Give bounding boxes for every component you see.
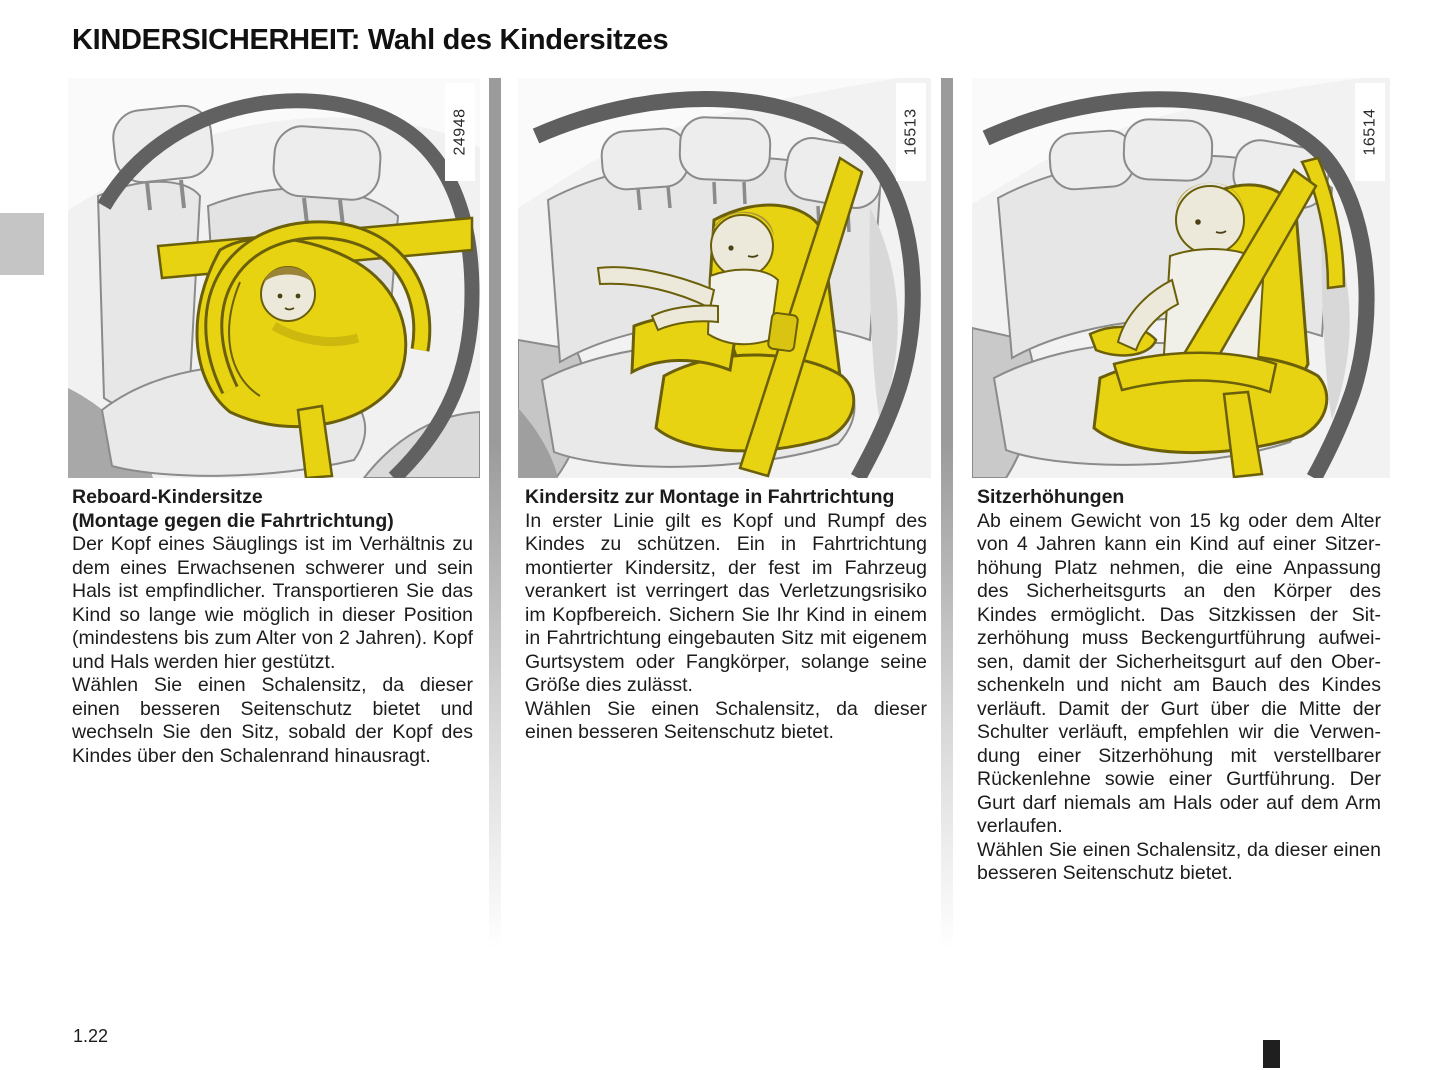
column-sitzerhoehungen <box>977 486 1381 886</box>
paragraph: Wählen Sie einen Schalensitz, da dieser einen besseren Seitenschutz bietet und wechseln Sie den Sitz, sobald der Kopf des Kindes über den Schalenrand hinausragt. <box>72 674 473 767</box>
figure-number: 16514 <box>1361 108 1378 156</box>
column-heading-line: (Montage gegen die Fahrtrichtung) <box>72 509 394 532</box>
paragraph: Wählen Sie einen Schalensitz, da dieser einen besseren Seitenschutz bietet. <box>525 697 927 743</box>
column-heading-line: Reboard-Kindersitze <box>72 486 263 508</box>
figure-number-label <box>1355 83 1385 181</box>
figure-number-label <box>445 83 475 181</box>
figure-number: 16513 <box>902 108 919 156</box>
paragraph: In erster Linie gilt es Kopf und Rumpf des Kindes zu schützen. Ein in Fahrtrichtung montierter Kindersitz, der fest im Fahrzeug verankert ist verringert das Verletzungsrisiko im Kopfbereich. Sichern Sie Ihr Kind in einem in Fahrtrichtung eingebauten Sitz mit eigenem Gurtsystem oder Fangkörper, solange seine Größe dies zulässt. <box>525 509 927 696</box>
column-heading-line: Sitzerhöhungen <box>977 486 1125 508</box>
column-heading-line: Kindersitz zur Montage in Fahrtrichtung <box>525 486 895 508</box>
illustration-booster-seat <box>972 78 1390 478</box>
paragraph: Der Kopf eines Säuglings ist im Verhältnis zu dem eines Erwachsenen schwerer und sein Hals ist empfindlicher. Transportieren Sie das Kind so lange wie möglich in dieser Position (mindestens bis zum Alter von 2 Jahren). Kopf und Hals werden hier gestützt. <box>72 533 473 673</box>
illustration-forward-facing-seat <box>518 78 931 478</box>
figure-rear-facing-child-seat <box>68 78 480 478</box>
figure-number: 24948 <box>451 108 468 156</box>
paragraph: Ab einem Gewicht von 15 kg oder dem Alter von 4 Jahren kann ein Kind auf einer Sitzerhöhung Platz nehmen, die eine Anpassung des Sicherheitsgurts an den Körper des Kindes ermöglicht. Das Sitzkissen der Sitzerhöhung muss Beckengurtführung aufweisen, damit der Sicherheitsgurt auf den Oberschenkeln und nicht am Bauch des Kindes verläuft. Damit der Gurt über die Mitte der Schulter verläuft, empfehlen wir die Verwendung einer Sitzerhöhung mit verstellbarer Rückenlehne sowie einer Gurtführung. Der Gurt darf niemals am Hals oder auf dem Arm verlaufen. <box>977 509 1381 837</box>
column-separator <box>489 78 501 950</box>
illustration-rear-facing-seat <box>68 78 480 478</box>
page-number: 1.22 <box>73 1026 109 1046</box>
print-registration-mark <box>1263 1040 1280 1068</box>
paragraph: Wählen Sie einen Schalensitz, da dieser einen besseren Seitenschutz bietet. <box>977 838 1381 884</box>
figure-booster-seat <box>972 78 1390 478</box>
column-separator <box>941 78 953 950</box>
figure-number-label <box>896 83 926 181</box>
column-reboard-kindersitze <box>72 486 473 768</box>
section-tab-marker <box>0 213 44 275</box>
page-title: KINDERSICHERHEIT: Wahl des Kindersitzes <box>72 24 669 56</box>
figure-forward-facing-child-seat <box>518 78 931 478</box>
column-kindersitz-fahrtrichtung <box>525 486 927 745</box>
